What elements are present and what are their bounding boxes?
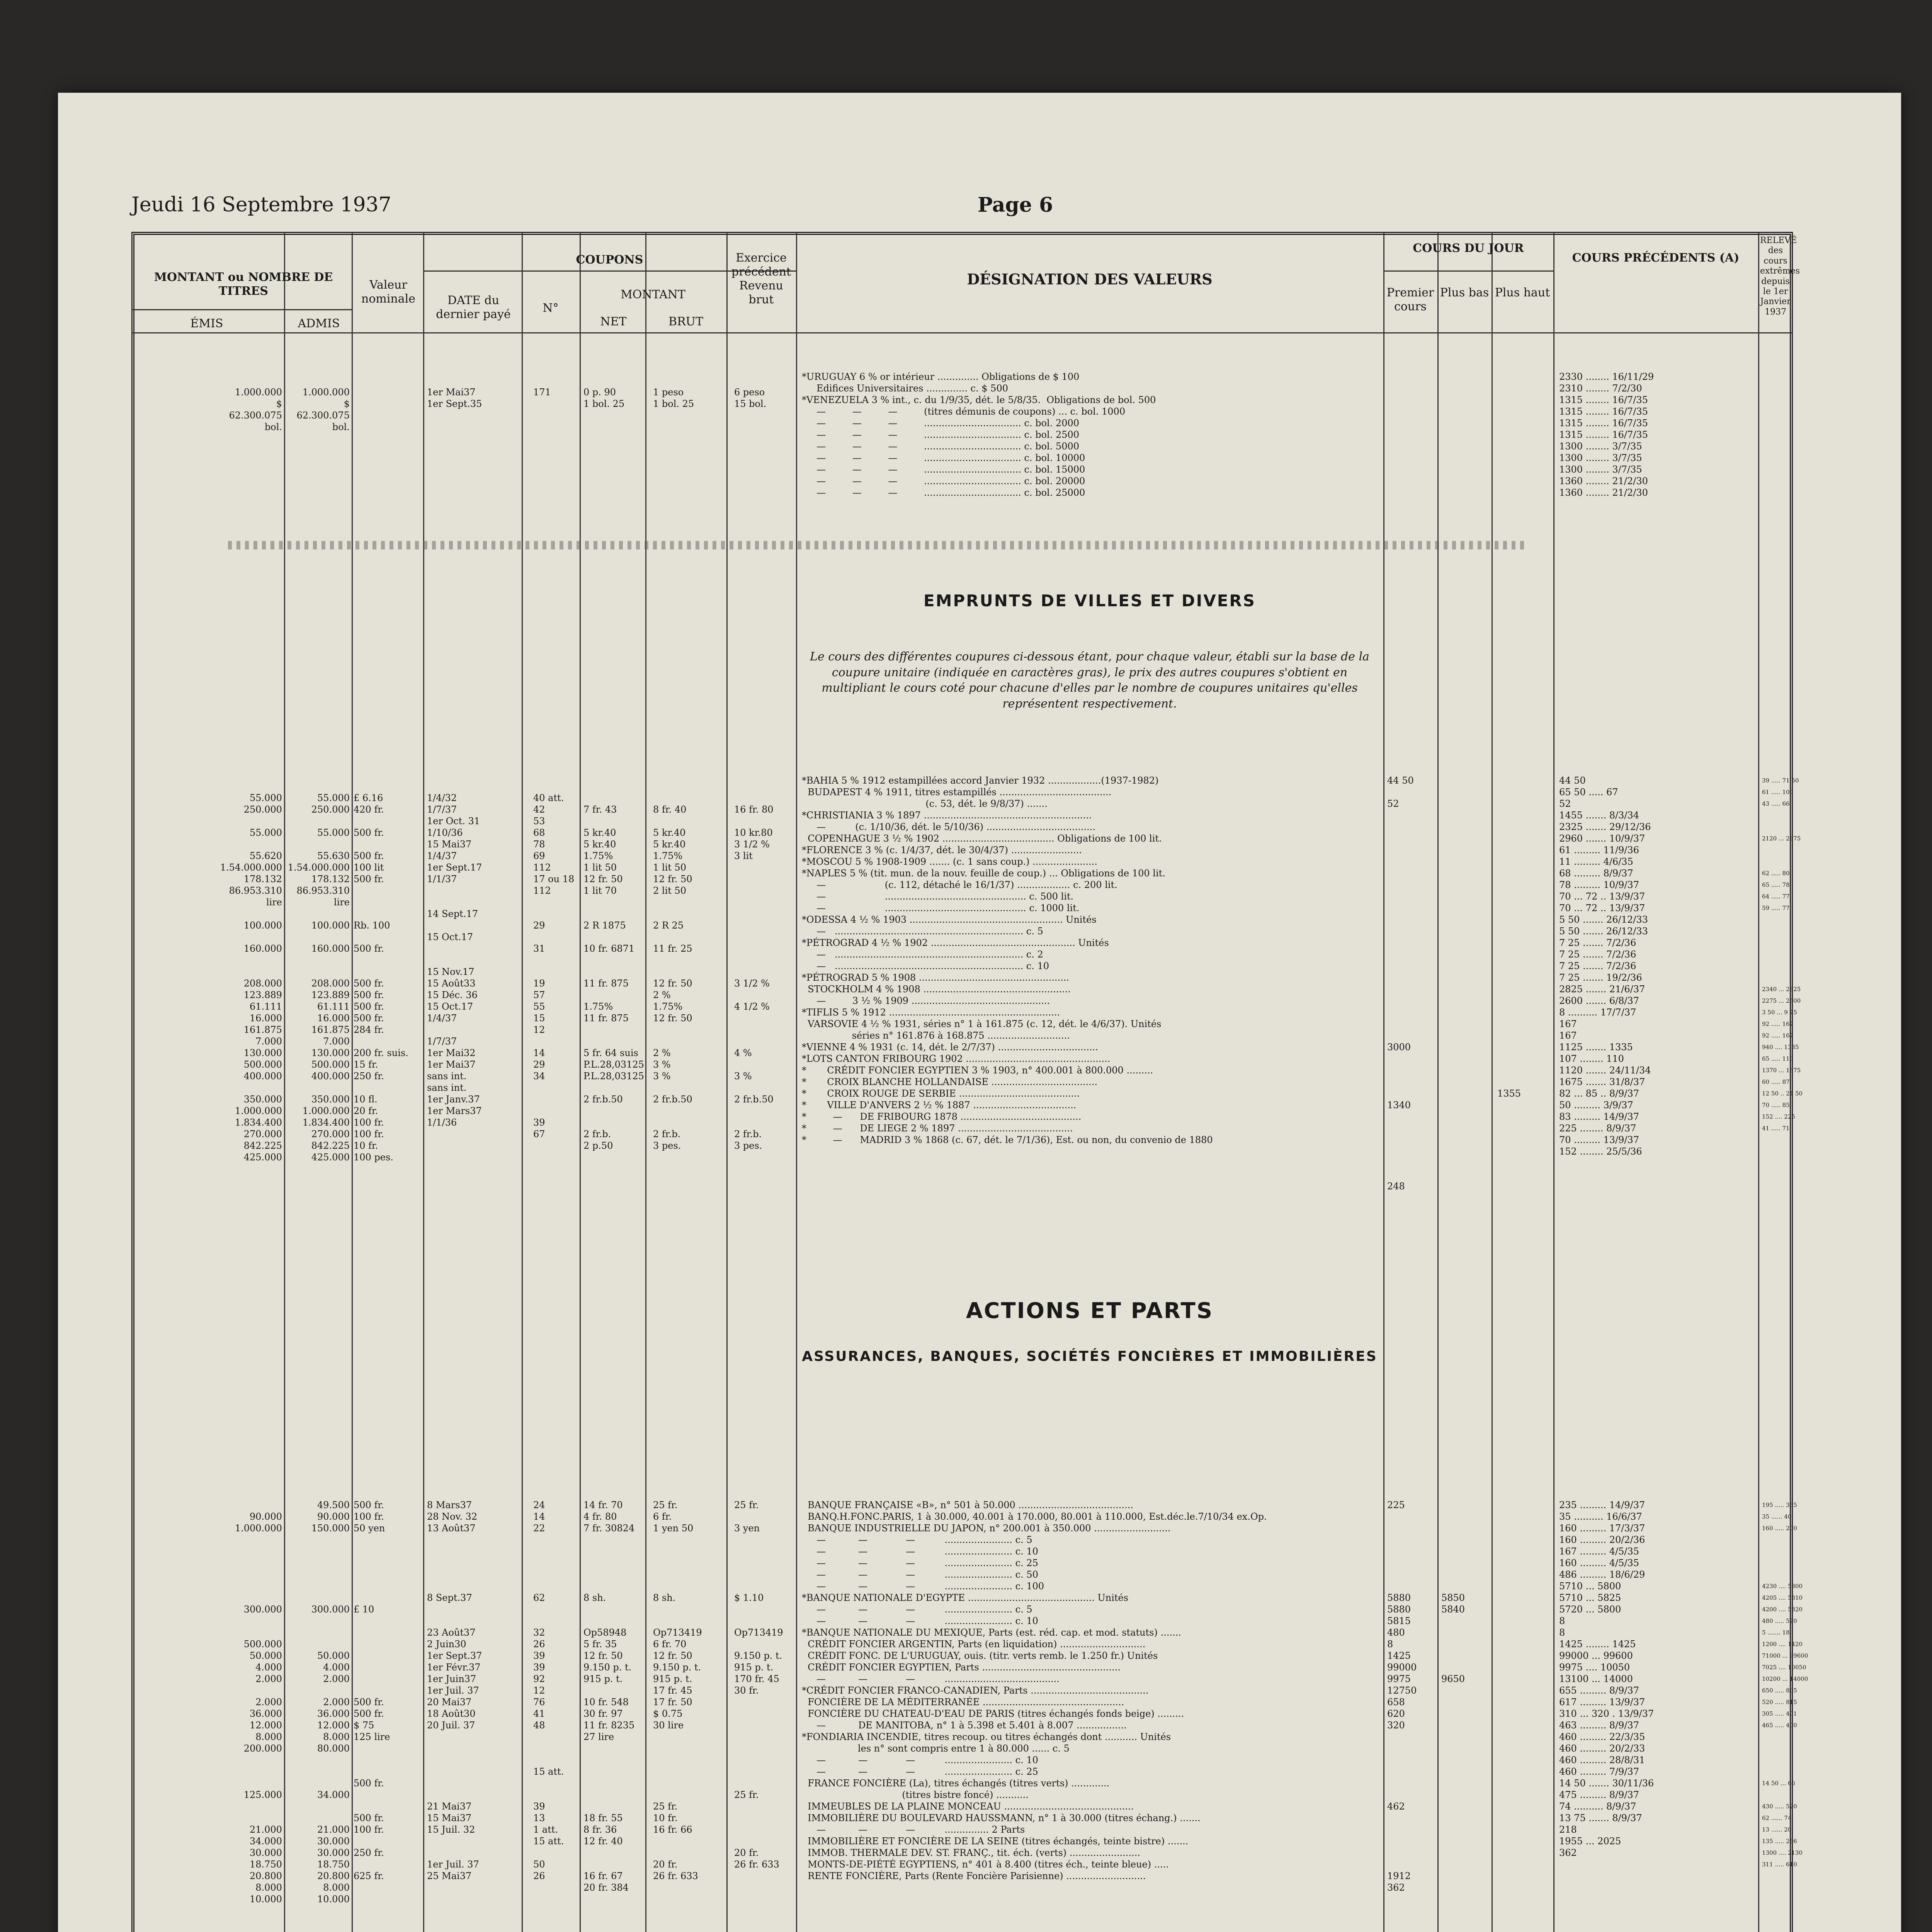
- col-valeur: 500 fr. 100 fr. 50 yen £ 10 500 fr. 500 fr. $ 75 125 lire 500 fr. 500 fr. 100 fr. 250 fr. 625 fr.: [354, 1500, 390, 1881]
- header-coupons: COUPONS: [576, 253, 643, 267]
- col-premier-cours: 225 5880 5880 5815 480 8 1425 99000 9975 12750 658 620 320 462 1912 362: [1387, 1500, 1417, 1893]
- col-admis: 49.500 90.000 150.000 300.000 50.000 4.000 2.000 2.000 36.000 12.000 8.000 80.000 34.000 21.000 30.000 30.000 18.750 20.800 8.000 10.000: [311, 1500, 350, 1905]
- col-date: 1er Mai37 1er Sept.35: [427, 387, 482, 409]
- header-plus-bas: Plus bas: [1440, 286, 1489, 299]
- col-emis: 90.000 1.000.000 300.000 500.000 50.000 4.000 2.000 2.000 36.000 12.000 8.000 200.000 125.000 21.000 34.000 30.000 18.750 20.800 8.000 10.000: [235, 1511, 282, 1905]
- designation-list: *BAHIA 5 % 1912 estampillées accord Janvier 1932 ..................(1937-1982) BUDAPEST 4 % 1911, titres estampillés ...................................... (c. 53, dét. le 9/8/37) ....... *CHRISTIANIA 3 % 1897 ......................................................... — (c. 1/10/36, dét. le 5/10/36) ..................................... COPENHAGUE 3 ½ % 1902 ...................................... Obligations de 100 lit. *FLORENCE 3 % (c. 1/4/37, dét. le 30/4/37) ........................ *MOSCOU 5 % 1908-1909 ....... (c. 1 sans coup.) ...................... *NAPLES 5 % (tit. mun. de la nouv. feuille de coup.) ... Obligations de 100 lit. — (c. 112, détaché le 16/1/37) .................. c. 200 lit. — ................................................ c. 500 lit. — ................................................ c. 1000 lit. *ODESSA 4 ½ % 1903 .................................................... Unités — ................................................................ c. 5 *PÉTROGRAD 4 ½ % 1902 ................................................. Unités — ................................................................ c. 2 — ................................................................ c. 10 *PÉTROGRAD 5 % 1908 ................................................... STOCKHOLM 4 % 1908 .................................................. — 3 ½ % 1909 ............................................... *TIFLIS 5 % 1912 .......................................................... VARSOVIE 4 ½ % 1931, séries n° 1 à 161.875 (c. 12, dét. le 4/6/37). Unités séries n° 161.876 à 168.875 ............................ *VIENNE 4 % 1931 (c. 14, dét. le 2/7/37) .................................. *LOTS CANTON FRIBOURG 1902 ................................................. * CRÉDIT FONCIER EGYPTIEN 3 % 1903, n° 400.001 à 800.000 ......... * CROIX BLANCHE HOLLANDAISE .................................... * CROIX ROUGE DE SERBIE ......................................... * VILLE D'ANVERS 2 ½ % 1887 ................................... * — DE FRIBOURG 1878 ......................................... * — DE LIEGE 2 % 1897 ....................................... * — MADRID 3 % 1868 (c. 67, dét. le 7/1/36), Est. ou non, du convenio de 1880: [802, 775, 1213, 1145]
- col-numero: 24 14 22 62 32 26 39 39 92 12 76 41 48 15 att. 39 13 1 att. 15 att. 50 26: [533, 1500, 564, 1881]
- designation-list: BANQUE FRANÇAISE «B», n° 501 à 50.000 ....................................... BANQ.H.FONC.PARIS, 1 à 30.000, 40.001 à 170.000, 80.001 à 110.000, Est.déc.le.7/10/34 ex.Op. BANQUE INDUSTRIELLE DU JAPON, n° 200.001 à 350.000 .......................... — — — ....................... c. 5 — — — ....................... c. 10 — — — ....................... c. 25 — — — ....................... c. 50 — — — ....................... c. 100 *BANQUE NATIONALE D'EGYPTE ........................................... Unités — — — ....................... c. 5 — — — ....................... c. 10 *BANQUE NATIONALE DU MEXIQUE, Parts (est. réd. cap. et mod. statuts) ....... CRÉDIT FONCIER ARGENTIN, Parts (en liquidation) ............................. CRÉDIT FONC. DE L'URUGUAY, ouis. (titr. verts remb. le 1.250 fr.) Unités CRÉDIT FONCIER EGYPTIEN, Parts ............................................... — — — ....................................... *CRÉDIT FONCIER FRANCO-CANADIEN, Parts ........................................ FONCIÈRE DE LA MÉDITERRANÉE ................................................ FONCIÈRE DU CHATEAU-D'EAU DE PARIS (titres échangés fonds beige) ......... — DE MANITOBA, n° 1 à 5.398 et 5.401 à 8.007 ................. *FONDIARIA INCENDIE, titres recoup. ou titres échangés dont ........... Unités les n° sont compris entre 1 à 80.000 ...... c. 5 — — — ....................... c. 10 — — — ....................... c. 25 FRANCE FONCIÈRE (La), titres échangés (titres verts) ............. (titres bistre foncé) ........... IMMEUBLES DE LA PLAINE MONCEAU ............................................ IMMOBILIÈRE DU BOULEVARD HAUSSMANN, n° 1 à 30.000 (titres échang.) ....... — — — ............... 2 Parts IMMOBILIÈRE ET FONCIÈRE DE LA SEINE (titres échangés, teinte bistre) ....... IMMOB. THERMALE DEV. ST. FRANÇ., tit. éch. (verts) ........................ MONTS-DE-PIÉTÉ EGYPTIENS, n° 401 à 8.400 (titres éch., teinte bleue) ..... RENTE FONCIÈRE, Parts (Rente Foncière Parisienne) ...........................: [802, 1500, 1267, 1881]
- col-exercice: 6 peso 15 bol.: [734, 387, 767, 409]
- header-cours-du-jour: COURS DU JOUR: [1413, 242, 1524, 255]
- col-cours-precedents: 2330 ........ 16/11/29 2310 ........ 7/2/30 1315 ........ 16/7/35 1315 ........ 16/7/35 1315 ........ 16/7/35 1315 ........ 16/7/35 1300 ........ 3/7/35 1300 ........ 3/7/35 1300 ........ 3/7/35 1360 ........ 21/2/30 1360 ........ 21/2/30: [1559, 371, 1654, 498]
- emis-rule: [131, 309, 352, 310]
- col-exercice: 25 fr. 3 yen $ 1.10 Op713419 9.150 p. t. 915 p. t. 170 fr. 45 30 fr. 25 fr. 20 fr. 26 fr. 633: [734, 1500, 783, 1870]
- column-rule: [1758, 232, 1759, 1932]
- page-date: Jeudi 16 Septembre 1937: [131, 193, 391, 216]
- col-brut: 1 peso 1 bol. 25: [653, 387, 694, 409]
- designation-list: *URUGUAY 6 % or intérieur .............. Obligations de $ 100 Edifices Universitaires .............. c. $ 500 *VENEZUELA 3 % int., c. du 1/9/35, dét. le 5/8/35. Obligations de bol. 500 — — — (titres démunis de coupons) ... c. bol. 1000 — — — ................................. c. bol. 2000 — — — ................................. c. bol. 2500 — — — ................................. c. bol. 5000 — — — ................................. c. bol. 10000 — — — ................................. c. bol. 15000 — — — ................................. c. bol. 20000 — — — ................................. c. bol. 25000: [802, 371, 1156, 498]
- col-valeur: £ 6.16 420 fr. 500 fr. 500 fr. 100 lit 500 fr. Rb. 100 500 fr. 500 fr. 500 fr. 500 fr. 500 fr. 284 fr. 200 fr. suis. 15 fr. 250 fr. 10 fl. 20 fr. 100 fr. 100 fr. 10 fr. 100 pes.: [354, 793, 408, 1163]
- header-date-dernier: DATE du dernier payé: [436, 294, 511, 321]
- header-cours-precedents: COURS PRÉCÉDENTS (A): [1572, 251, 1740, 265]
- coupure-note: Le cours des différentes coupures ci-dessous étant, pour chaque valeur, établi sur la base de la coupure unitaire (indiquée en caractères gras), le prix des autres coupures s'obtient en multipliant le cours coté pour chacune d'elles par le nombre de coupures unitaires qu'elles représentent respectivement.: [810, 650, 1369, 711]
- header-valeur: Valeur nominale: [361, 278, 415, 306]
- header-emis: ÉMIS: [190, 317, 223, 330]
- column-rule: [1492, 232, 1493, 1932]
- header-brut: BRUT: [668, 315, 703, 328]
- col-date: 1/4/32 1/7/37 1er Oct. 31 1/10/36 15 Mai37 1/4/37 1er Sept.17 1/1/37 14 Sept.17 15 Oct.17 15 Nov.17 15 Août33 15 Déc. 36 15 Oct.17 1/4/37 1/7/37 1er Mai32 1er Mai37 sans int. sans int. 1er Janv.37 1er Mars37 1/1/36: [427, 793, 482, 1128]
- column-rule: [1437, 232, 1439, 1932]
- col-admis: 55.000 250.000 55.000 55.630 1.54.000.000 178.132 86.953.310 lire 100.000 160.000 208.000 123.889 61.111 16.000 161.875 7.000 130.000 500.000 400.000 350.000 1.000.000 1.834.400 270.000 842.225 425.000: [287, 793, 350, 1163]
- section-actions: ACTIONS ET PARTS: [966, 1298, 1214, 1323]
- column-rule: [1383, 232, 1384, 1932]
- column-rule: [796, 232, 797, 1932]
- page-number: Page 6: [978, 193, 1053, 217]
- col-plus-bas: 5850 5840 9650: [1441, 1592, 1465, 1684]
- header-exercice: Exercice précédent Revenu brut: [731, 251, 791, 306]
- col-numero: 40 att. 42 53 68 78 69 112 17 ou 18 112 29 31 19 57 55 15 12 14 29 34 39 67: [533, 793, 575, 1139]
- col-cours-precedents: 235 ......... 14/9/37 35 .......... 16/6/37 160 ......... 17/3/37 160 ......... 20/2/36 167 ......... 4/5/35 160 ......... 4/5/35 486 ......... 18/6/29 5710 ... 5800 5710 ... 5825 5720 ... 5800 8 8 1425 ........ 1425 99000 ... 99600 9975 .... 10050 13100 ... 14000 655 ......... 8/9/37 617 ......... 13/9/37 310 ... 320 . 13/9/37 463 ......... 8/9/37 460 ......... 22/3/35 460 ......... 20/2/33 460 ......... 28/8/31 460 ......... 7/9/37 14 50 ....... 30/11/36 475 ......... 8/9/37 74 .......... 8/9/37 13 75 ....... 8/9/37 218 1955 ... 2025 362: [1559, 1500, 1654, 1858]
- header-admis: ADMIS: [298, 317, 340, 330]
- column-rule: [645, 232, 646, 1932]
- section-emprunts: EMPRUNTS DE VILLES ET DIVERS: [923, 591, 1256, 610]
- column-rule: [726, 232, 728, 1932]
- col-numero: 171: [533, 387, 551, 398]
- column-rule: [522, 232, 523, 1932]
- col-cours-precedents: 44 50 65 50 ..... 67 52 1455 ....... 8/3/34 2325 ....... 29/12/36 2960 ....... 10/9/37 61 ......... 11/9/36 11 ......... 4/6/35 68 ......... 8/9/37 78 ......... 10/9/37 70 ... 72 .. 13/9/37 70 ... 72 .. 13/9/37 5 50 ....... 26/12/33 5 50 ....... 26/12/33 7 25 ....... 7/2/36 7 25 ....... 7/2/36 7 25 ....... 7/2/36 7 25 ....... 19/2/36 2825 ....... 21/6/37 2600 ....... 6/8/37 8 .......... 17/7/37 167 167 1125 ....... 1335 107 ........ 110 1120 ....... 24/11/34 1675 ....... 31/8/37 82 ... 85 .. 8/9/37 50 ......... 3/9/37 83 ......... 14/9/37 225 ........ 8/9/37 70 ......... 13/9/37 152 ........ 25/5/36: [1559, 775, 1651, 1157]
- page-header: [131, 193, 1793, 216]
- header-premier-cours: Premier cours: [1386, 286, 1434, 313]
- header-releve: RELEVÉ des cours extrêmes depuis le 1er Janvier 1937: [1760, 236, 1800, 317]
- col-releve: 195 ..... 35 ...... 40 160 ..... 4230 .... 4205 .... 4200 .... 480 ..... 5 ....... 18 1200 .... 71000 ... 7025 .... 10200 ... 650 ..... 520 ..... 305 ..... 465 ..... 14 50 ... 430 ..... 62 ...... 74 13 ...... 20 135 ..... 1300 .... 311 .....: [1762, 1502, 1792, 1868]
- header-net: NET: [600, 315, 627, 328]
- col-exercice: 16 fr. 80 10 kr.80 3 1/2 % 3 lit 3 1/2 % 4 1/2 % 4 % 3 % 2 fr.b.50 2 fr.b. 3 pes.: [734, 804, 774, 1151]
- header-designation: DÉSIGNATION DES VALEURS: [967, 270, 1213, 288]
- section-assurances: ASSURANCES, BANQUES, SOCIÉTÉS FONCIÈRES ET IMMOBILIÈRES: [802, 1349, 1378, 1364]
- col-emis: 1.000.000 $ 62.300.075 bol.: [229, 387, 282, 432]
- col-net: 7 fr. 43 5 kr.40 5 kr.40 1.75% 1 lit 50 12 fr. 50 1 lit 70 2 R 1875 10 fr. 6871 11 fr. 875 1.75% 11 fr. 875 5 fr. 64 suis P.L.28,03125 P.L.28,03125 2 fr.b.50 2 fr.b. 2 p.50: [583, 804, 644, 1151]
- header-numero: N°: [543, 301, 559, 315]
- column-rule: [1553, 232, 1554, 1932]
- col-brut: 8 fr. 40 5 kr.40 5 kr.40 1.75% 1 lit 50 12 fr. 50 2 lit 50 2 R 25 11 fr. 25 12 fr. 50 2 % 1.75% 12 fr. 50 2 % 3 % 3 % 2 fr.b.50 2 fr.b. 3 pes.: [653, 804, 692, 1151]
- ledger-dash-line: [228, 541, 1526, 549]
- col-brut: 25 fr. 6 fr. 1 yen 50 8 sh. Op713419 6 fr. 70 12 fr. 50 9.150 p. t. 915 p. t. 17 fr. 45 17 fr. 50 $ 0.75 30 lire 25 fr. 10 fr. 16 fr. 66 20 fr. 26 fr. 633: [653, 1500, 702, 1881]
- header-montant: MONTANT ou NOMBRE DE TITRES: [154, 270, 333, 298]
- column-rule: [580, 232, 581, 1932]
- col-date: 8 Mars37 28 Nov. 32 13 Août37 8 Sept.37 23 Août37 2 Juin30 1er Sept.37 1er Févr.37 1er Juin37 1er Juil. 37 20 Mai37 18 Août30 20 Juil. 37 21 Mai37 15 Mai37 15 Juil. 32 1er Juil. 37 25 Mai37: [427, 1500, 482, 1881]
- column-rule: [352, 232, 353, 1932]
- col-net: 14 fr. 70 4 fr. 80 7 fr. 30824 8 sh. Op58948 5 fr. 35 12 fr. 50 9.150 p. t. 915 p. t. 10 fr. 548 30 fr. 97 11 fr. 8235 27 lire 18 fr. 55 8 fr. 36 12 fr. 40 16 fr. 67 20 fr. 384: [583, 1500, 635, 1893]
- header-plus-haut: Plus haut: [1495, 286, 1550, 299]
- col-emis: 55.000 250.000 55.000 55.620 1.54.000.000 178.132 86.953.310 lire 100.000 160.000 208.000 123.889 61.111 16.000 161.875 7.000 130.000 500.000 400.000 350.000 1.000.000 1.834.400 270.000 842.225 425.000: [220, 793, 282, 1163]
- header-bottom-rule: [131, 332, 1793, 333]
- col-admis: 1.000.000 $ 62.300.075 bol.: [296, 387, 350, 432]
- col-premier-cours: 44 50 52 3000 1340 248: [1387, 775, 1414, 1192]
- cours-jour-rule: [1383, 270, 1553, 272]
- col-net: 0 p. 90 1 bol. 25: [583, 387, 625, 409]
- header-montant-coupon: MONTANT: [621, 288, 685, 301]
- col-releve: 39 ..... 71 61 ..... 100 43 ..... 66 2120 ... 62 ..... 80 65 ..... 78 64 ..... 77 59 ..... 77 2340 ... 2275 ... 3 50 ... 9 92 ..... 167 92 ..... 167 940 .... 65 ..... 110 1370 ... 60 ..... 87 12 50 .. 24 70 ..... 85 152 .... 225 41 ..... 71: [1762, 777, 1795, 1132]
- column-rule: [284, 232, 285, 1932]
- col-plus-haut: 1355: [1497, 1088, 1521, 1099]
- column-rule: [423, 232, 424, 1932]
